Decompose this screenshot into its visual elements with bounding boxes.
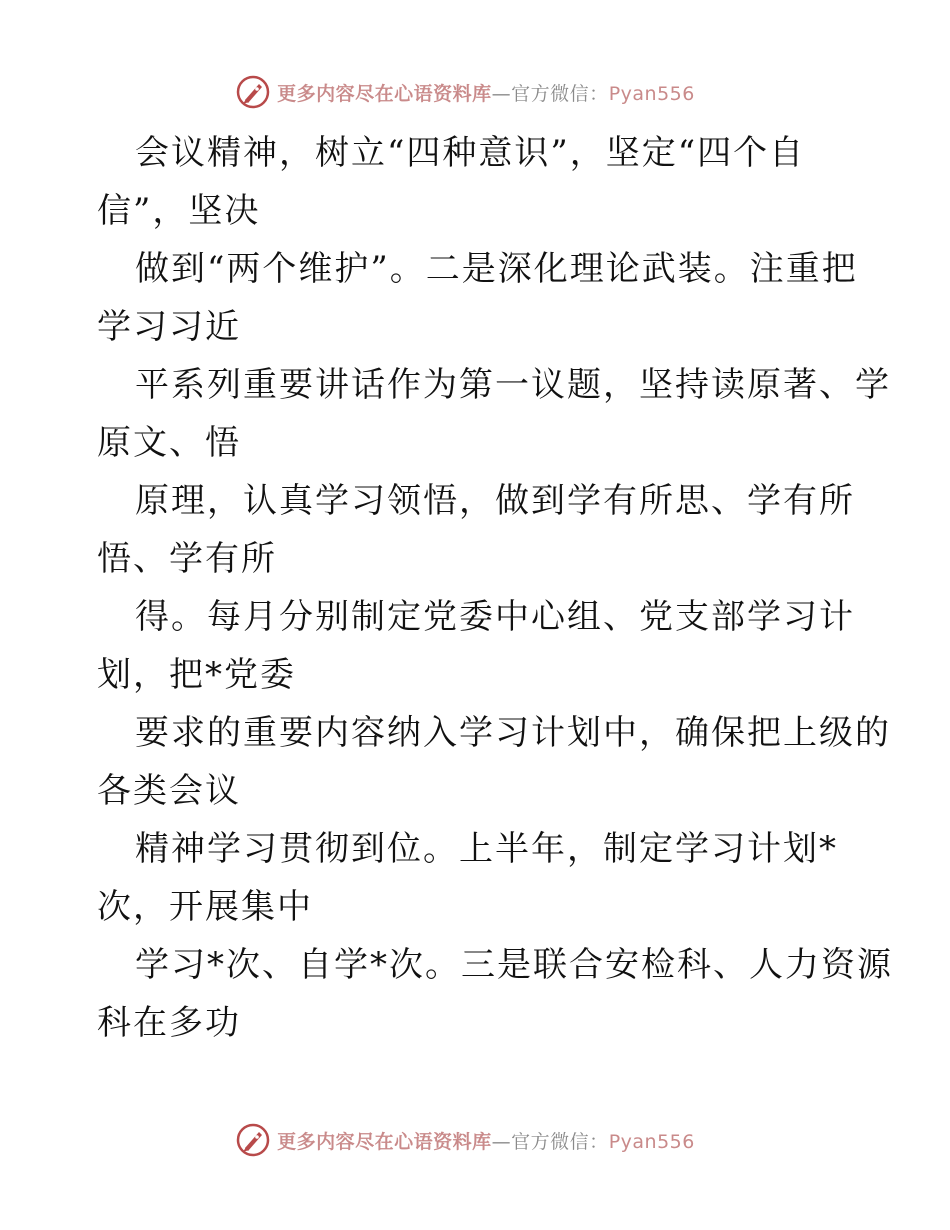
footer-banner-content <box>235 1122 695 1158</box>
body-line: 得。每月分别制定党委中心组、党支部学习计 <box>135 597 855 637</box>
body-line: 划，把*党委 <box>97 655 296 695</box>
banner-text <box>277 1127 695 1154</box>
banner-separator: — <box>491 82 512 105</box>
body-line: 精神学习贯彻到位。上半年，制定学习计划* <box>135 829 838 869</box>
body-line: 各类会议 <box>97 771 241 811</box>
body-line: 要求的重要内容纳入学习计划中，确保把上级的 <box>135 713 891 753</box>
body-line: 原文、悟 <box>97 423 241 463</box>
body-line: 悟、学有所 <box>97 539 277 579</box>
pen-nib-logo-icon <box>235 1122 271 1158</box>
banner-account: Pyan556 <box>608 1130 695 1153</box>
body-line: 次，开展集中 <box>97 887 313 927</box>
body-line: 做到“两个维护”。二是深化理论武装。注重把 <box>135 249 858 289</box>
banner-text <box>277 79 695 106</box>
banner-official-label: 官方微信： <box>511 82 609 105</box>
header-banner-content <box>235 74 695 110</box>
body-line: 科在多功 <box>97 1003 241 1043</box>
body-line: 平系列重要讲话作为第一议题，坚持读原著、学 <box>135 365 891 405</box>
banner-brand-text: 更多内容尽在心语资料库 <box>277 1130 492 1153</box>
header-banner <box>0 72 950 112</box>
body-line: 学习*次、自学*次。三是联合安检科、人力资源 <box>135 945 893 985</box>
banner-brand-text: 更多内容尽在心语资料库 <box>277 82 492 105</box>
body-line: 学习习近 <box>97 307 241 347</box>
body-line: 信”，坚决 <box>97 191 261 231</box>
banner-separator: — <box>491 1130 512 1153</box>
banner-official-label: 官方微信： <box>511 1130 609 1153</box>
banner-account: Pyan556 <box>608 82 695 105</box>
document-body <box>97 124 893 1052</box>
pen-nib-logo-icon <box>235 74 271 110</box>
body-line: 会议精神，树立“四种意识”，坚定“四个自 <box>135 133 806 173</box>
body-line: 原理，认真学习领悟，做到学有所思、学有所 <box>135 481 855 521</box>
footer-banner <box>0 1120 950 1160</box>
